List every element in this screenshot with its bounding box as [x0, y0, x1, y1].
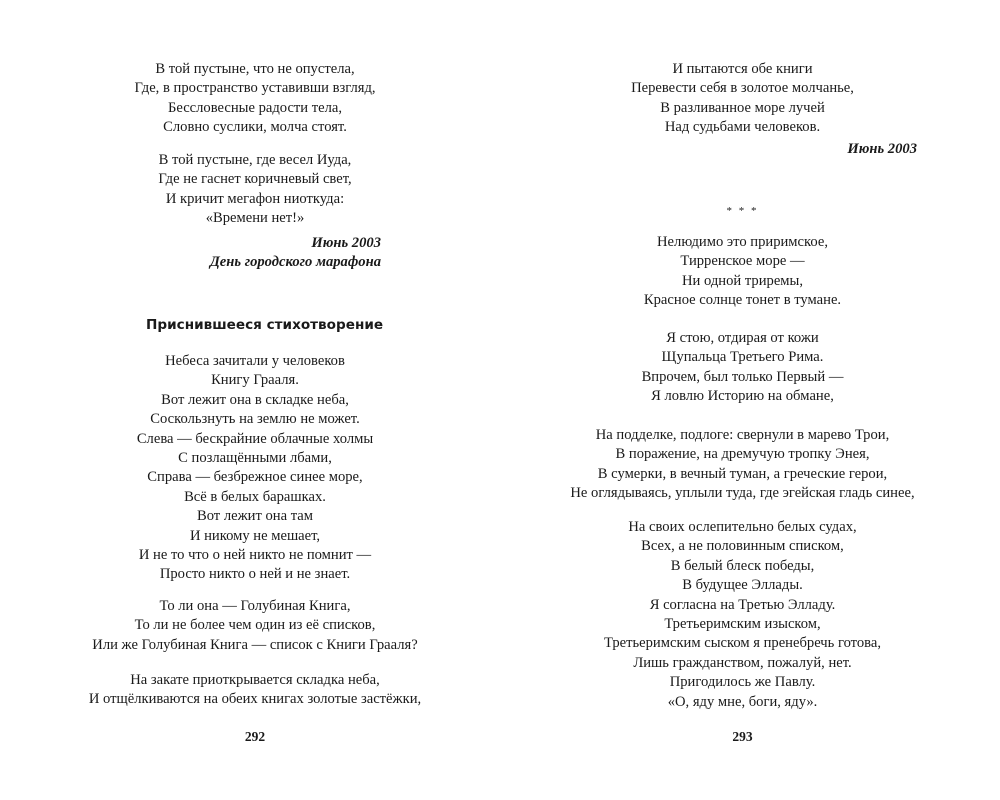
stanza: [0, 151, 510, 229]
verse-line: На своих ослепительно белых судах,: [628, 519, 857, 535]
verse-line: Красное солнце тонет в тумане.: [643, 292, 842, 309]
verse-line: В той пустыне, где весел Иуда,: [158, 152, 352, 168]
section-separator: * * *: [726, 205, 759, 217]
verse-line: Вот лежит она в складке неба,: [161, 391, 349, 408]
stanza: [500, 329, 985, 407]
verse-line: В поражение, на дремучую тропку Энея,: [615, 446, 870, 463]
verse-line: На подделке, подлоге: свернули в марево Трои,: [595, 427, 890, 443]
verse-line: «О, яду мне, боги, яду».: [667, 693, 818, 710]
right-page: [500, 0, 1000, 800]
verse-line: Щупальца Третьего Рима.: [661, 349, 824, 366]
verse-line: Слева — бескрайние облачные холмы: [136, 430, 374, 447]
verse-line: И отщёлкиваются на обеих книгах золотые застёжки,: [88, 691, 422, 708]
verse-line: То ли не более чем один из её списков,: [134, 617, 376, 634]
stanza: [0, 597, 510, 655]
verse-line: Июнь 2003: [847, 141, 917, 157]
stanza: [500, 518, 985, 712]
verse-line: В будущее Эллады.: [682, 577, 803, 594]
verse-line: Над судьбами человеков.: [664, 119, 821, 136]
verse-line: В разливанное море лучей: [660, 99, 825, 116]
verse-line: Всех, а не половинным списком,: [641, 538, 844, 555]
stanza: [500, 426, 985, 504]
verse-line: Справа — безбрежное синее море,: [147, 469, 363, 486]
stanza: [500, 60, 985, 138]
verse-line: В той пустыне, что не опустела,: [155, 61, 355, 77]
verse-line: Впрочем, был только Первый —: [641, 368, 844, 385]
verse-line: Лишь гражданством, пожалуй, нет.: [633, 654, 852, 671]
verse-line: Я стою, отдирая от кожи: [666, 330, 819, 346]
verse-line: «Времени нет!»: [205, 210, 305, 227]
verse-line: Бессловесные радости тела,: [167, 99, 343, 116]
verse-line: И пытаются обе книги: [672, 61, 813, 77]
stanza: [0, 60, 510, 138]
verse-line: И кричит мегафон ниоткуда:: [165, 190, 345, 207]
verse-line: Не оглядываясь, уплыли туда, где эгейская гладь синее,: [570, 485, 915, 502]
verse-line: Просто никто о ней и не знает.: [159, 566, 351, 583]
page-number: 292: [244, 729, 266, 744]
verse-line: Вот лежит она там: [196, 508, 314, 525]
verse-line: Нелюдимо это приримское,: [657, 234, 828, 250]
poem-title: Приснившееся стихотворение: [146, 317, 384, 333]
stanza: [500, 233, 985, 311]
verse-line: Третьеримским сыском я пренебречь готова,: [603, 635, 881, 652]
verse-line: Книгу Грааля.: [211, 372, 299, 389]
stanza: [0, 352, 510, 585]
verse-line: На закате приоткрывается складка неба,: [130, 672, 380, 688]
verse-line: Тирренское море —: [680, 253, 805, 270]
verse-line: День городского марафона: [209, 254, 381, 271]
verse-line: И никому не мешает,: [189, 527, 321, 544]
verse-line: Ни одной триремы,: [682, 272, 803, 289]
verse-line: Перевести себя в золотое молчанье,: [631, 80, 854, 97]
verse-line: Июнь 2003: [311, 235, 381, 251]
verse-line: Соскользнуть на землю не может.: [150, 411, 360, 428]
verse-line: Всё в белых барашках.: [184, 488, 326, 505]
verse-line: И не то что о ней никто не помнит —: [138, 547, 372, 564]
verse-line: Небеса зачитали у человеков: [165, 353, 345, 369]
verse-line: Я ловлю Историю на обмане,: [651, 388, 834, 405]
date-signature: [500, 140, 917, 159]
verse-line: Где не гаснет коричневый свет,: [158, 171, 352, 188]
verse-line: Пригодилось же Павлу.: [669, 674, 816, 691]
page-number: 293: [732, 729, 753, 744]
verse-line: В белый блеск победы,: [670, 557, 815, 574]
verse-line: Словно суслики, молча стоят.: [163, 119, 347, 136]
verse-line: В сумерки, в вечный туман, а греческие герои,: [597, 465, 888, 482]
verse-line: Третьеримским изыском,: [664, 616, 821, 633]
date-signature: [0, 234, 381, 273]
verse-line: То ли она — Голубиная Книга,: [159, 598, 351, 614]
verse-line: Я согласна на Третью Элладу.: [649, 596, 836, 613]
verse-line: Где, в пространство уставивши взгляд,: [134, 80, 376, 97]
verse-line: С позлащёнными лбами,: [178, 450, 332, 467]
stanza: [0, 671, 510, 710]
verse-line: Или же Голубиная Книга — список с Книги Грааля?: [92, 636, 418, 653]
